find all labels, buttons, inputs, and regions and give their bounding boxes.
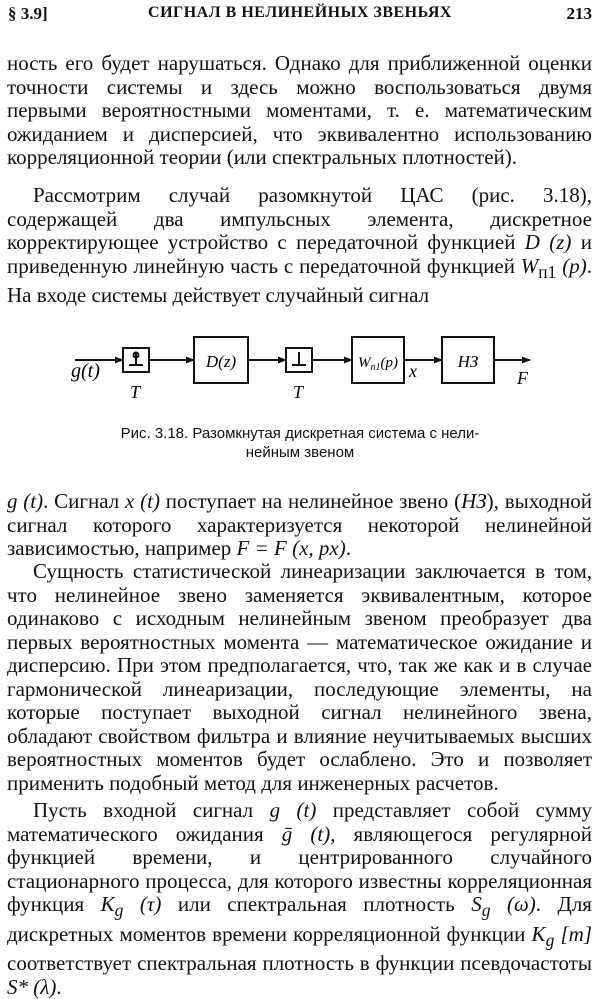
formula-g-mean: ḡ (t) xyxy=(281,821,331,846)
formula-f: F = F (x, px) xyxy=(236,536,346,560)
text: поступает на нелинейное звено ( xyxy=(159,489,462,513)
block-nz-label: НЗ xyxy=(457,352,479,371)
formula-w: W xyxy=(520,253,539,278)
text: Пусть входной сигнал xyxy=(33,798,270,822)
caption-line-1: Рис. 3.18. Разомкнутая дискретная система с нели- xyxy=(120,425,480,442)
formula-k: K xyxy=(531,921,546,946)
text: ), выходной сигнал которого характеризуется некоторой нелинейной зависимостью, например xyxy=(7,489,592,560)
input-label: g(t) xyxy=(71,360,100,382)
block-d-z-label: D(z) xyxy=(205,352,237,371)
paragraph-2 xyxy=(7,184,592,308)
formula-k-subscript: g xyxy=(114,900,124,921)
running-title: СИГНАЛ В НЕЛИНЕЙНЫХ ЗВЕНЬЯХ xyxy=(148,4,452,21)
section-number: § 3.9] xyxy=(8,4,48,23)
signal-x-label: x xyxy=(409,361,417,381)
block-w-label: $W_{п1}(p)$ xyxy=(358,355,398,373)
sampler-1-period: T xyxy=(130,382,141,402)
text: Рассмотрим случай разомкнутой ЦАС (рис. 3.18), содержащей два импульсных элемента, дискретное корректирующее устройство с передаточной функцией xyxy=(7,183,592,254)
paragraph-1: ность его будет нарушаться. Однако для приближенной оценки точности системы и здесь можно воспользоваться двумя первыми вероятностными моментами, т. е. математическим ожиданием и дисперсией, что эквивалентно использованию корреляционной теории (или спектральных плотностей). xyxy=(7,51,592,169)
formula-s-subscript: g xyxy=(481,900,491,921)
abbr-nz: НЗ xyxy=(461,489,487,513)
text: и приведенную линейную часть с передаточной функцией xyxy=(7,230,592,278)
sampler-2-period: T xyxy=(293,382,304,402)
text: , являющегося регулярной функцией времени, и центрированного случайного стационарного процесса, для которого известны корреляционная функция xyxy=(7,821,592,916)
caption-line-2: нейным звеном xyxy=(245,444,355,461)
formula-p: (p) xyxy=(556,253,587,278)
formula-k: K xyxy=(100,892,115,916)
formula-s: S xyxy=(471,892,482,916)
formula-g-t: g (t) xyxy=(269,798,317,822)
block-diagram xyxy=(0,322,600,422)
paragraph-4: Сущность статистической линеаризации заключается в том, что нелинейное звено заменяется эквивалентным, которое одинаково с исходным нелинейным звеном преобразует два первых вероятностных момента — математическое ожидание и дисперсию. При этом предполагается, что, так же как и в случае гармонической линеаризации, последующие элементы, на которые поступает выходной сигнал нелинейного звена, обладают свойством фильтра и влияние неучитываемых высших вероятностных моментов будет ослаблено. Это и позволяет применить подобный метод для инженерных расчетов. xyxy=(7,559,592,795)
formula-x-t: x (t) xyxy=(125,489,160,513)
text: или спектральная плотность xyxy=(161,892,472,916)
paragraph-5 xyxy=(7,799,592,999)
formula-d-z: D (z) xyxy=(524,230,572,254)
figure-caption xyxy=(60,424,540,462)
formula-w-subscript: п1 xyxy=(538,261,557,282)
formula-g-t: g (t) xyxy=(7,489,44,513)
formula-omega: (ω) xyxy=(490,892,536,916)
text: . Для дискретных моментов времени корреляционной функции xyxy=(7,892,592,946)
formula-s-star: S* (λ) xyxy=(7,974,57,999)
output-label: F xyxy=(517,368,528,388)
text: представляет собой сумму математического ожидания xyxy=(7,798,592,846)
formula-k-subscript: g xyxy=(545,929,555,950)
page-header xyxy=(8,4,592,30)
formula-tau: (τ) xyxy=(123,892,162,916)
paragraph-3 xyxy=(7,490,592,561)
formula-m: [m] xyxy=(554,921,592,946)
page-number: 213 xyxy=(566,4,592,23)
text: соответствует спектральная плотность в функции псевдочастоты xyxy=(7,951,592,976)
text: . Сигнал xyxy=(43,489,126,513)
text: . xyxy=(345,536,351,560)
text: . На входе системы действует случайный сигнал xyxy=(7,253,592,308)
text: . xyxy=(56,974,62,999)
